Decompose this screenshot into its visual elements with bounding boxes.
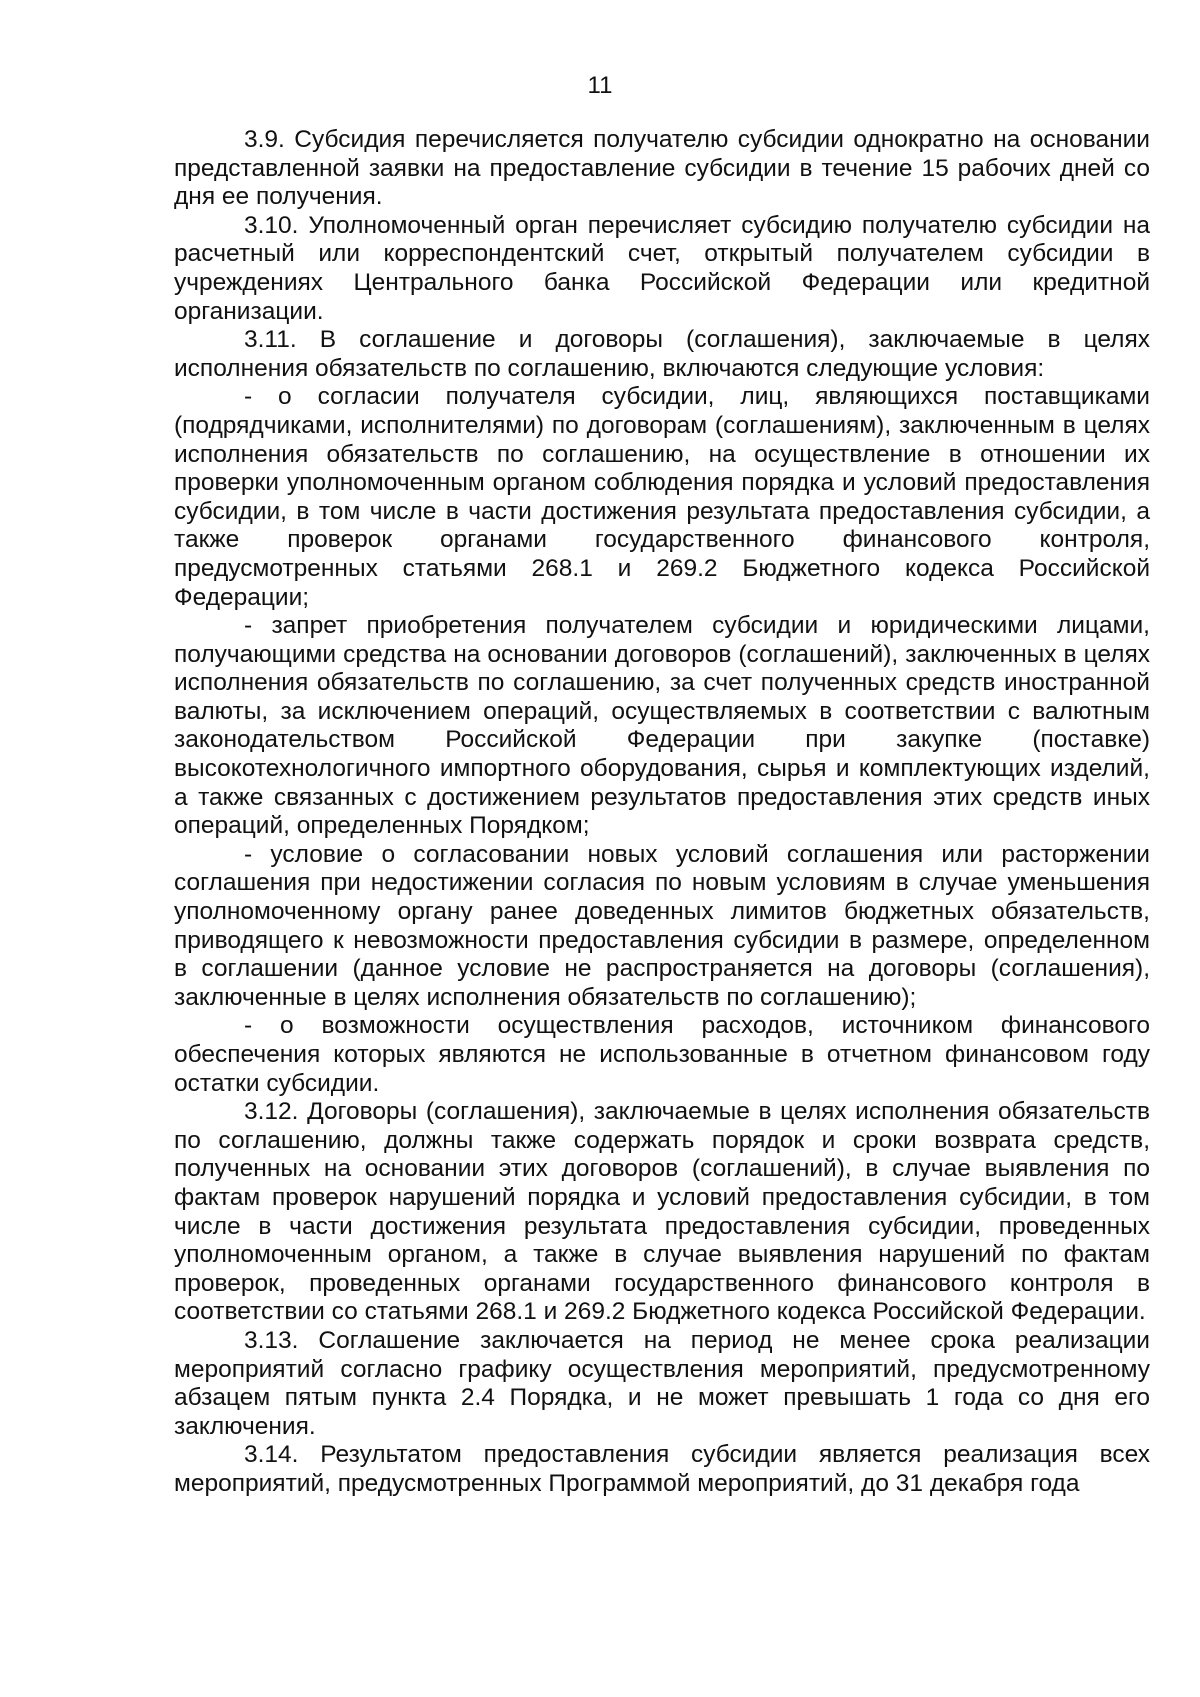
paragraph-3-9: 3.9. Субсидия перечисляется получателю субсидии однократно на основании представленной заявки на предоставление субсидии в течение 15 рабочих дней со дня ее получения. (174, 126, 1150, 211)
document-body (174, 126, 1150, 1499)
page-number: 11 (587, 72, 613, 99)
paragraph-3-13: 3.13. Соглашение заключается на период не менее срока реализации мероприятий согласно графику осуществления мероприятий, предусмотренному абзацем пятым пункта 2.4 Порядка, и не может превышать 1 года со дня его заключения. (174, 1326, 1150, 1440)
paragraph-3-14: 3.14. Результатом предоставления субсидии является реализация всех мероприятий, предусмотренных Программой мероприятий, до 31 декабря года (174, 1441, 1150, 1497)
paragraph-3-11: 3.11. В соглашение и договоры (соглашения), заключаемые в целях исполнения обязательств по соглашению, включаются следующие условия: (174, 326, 1150, 382)
paragraph-3-11-item-residuals: - о возможности осуществления расходов, источником финансового обеспечения которых являются не использованные в отчетном финансовом году остатки субсидии. (174, 1012, 1150, 1097)
paragraph-3-11-item-currency-ban: - запрет приобретения получателем субсидии и юридическими лицами, получающими средства на основании договоров (соглашений), заключенных в целях исполнения обязательств по соглашению, за счет полученных средств иностранной валюты, за исключением операций, осуществляемых в соответствии с валютным законодательством Российской Федерации при закупке (поставке) высокотехнологичного импортного оборудования, сырья и комплектующих изделий, а также связанных с достижением результатов предоставления этих средств иных операций, определенных Порядком; (174, 612, 1150, 840)
paragraph-3-12: 3.12. Договоры (соглашения), заключаемые в целях исполнения обязательств по соглашению, должны также содержать порядок и сроки возврата средств, полученных на основании этих договоров (соглашений), в случае выявления по фактам проверок нарушений порядка и условий предоставления субсидии, в том числе в части достижения результата предоставления субсидии, проведенных уполномоченным органом, а также в случае выявления нарушений по фактам проверок, проведенных органами государственного финансового контроля в соответствии со статьями 268.1 и 269.2 Бюджетного кодекса Российской Федерации. (174, 1098, 1150, 1326)
paragraph-3-11-item-renegotiation: - условие о согласовании новых условий соглашения или расторжении соглашения при недостижении согласия по новым условиям в случае уменьшения уполномоченному органу ранее доведенных лимитов бюджетных обязательств, приводящего к невозможности предоставления субсидии в размере, определенном в соглашении (данное условие не распространяется на договоры (соглашения), заключенные в целях исполнения обязательств по соглашению); (174, 840, 1150, 1011)
paragraph-3-10: 3.10. Уполномоченный орган перечисляет субсидию получателю субсидии на расчетный или корреспондентский счет, открытый получателем субсидии в учреждениях Центрального банка Российской Федерации или кредитной организации. (174, 211, 1150, 325)
paragraph-3-11-item-consent: - о согласии получателя субсидии, лиц, являющихся поставщиками (подрядчиками, исполнителями) по договорам (соглашениям), заключенным в целях исполнения обязательств по соглашению, на осуществление в отношении их проверки уполномоченным органом соблюдения порядка и условий предоставления субсидии, в том числе в части достижения результата предоставления субсидии, а также проверок органами государственного финансового контроля, предусмотренных статьями 268.1 и 269.2 Бюджетного кодекса Российской Федерации; (174, 383, 1150, 611)
